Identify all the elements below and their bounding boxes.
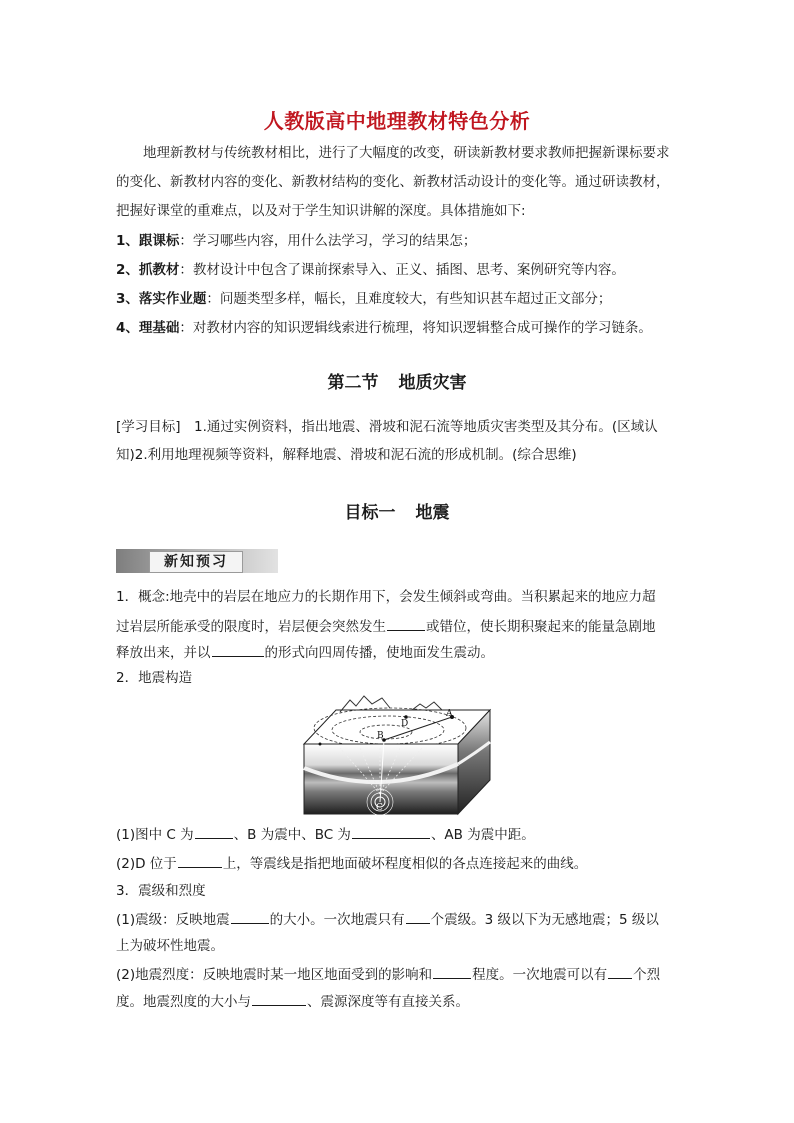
goal-number: 目标一: [344, 503, 396, 523]
answer-blank[interactable]: [231, 909, 269, 924]
text-segment: 度。地震烈度的大小与: [116, 994, 251, 1010]
earthquake-structure-figure: [300, 690, 496, 818]
q2-heading: 2．地震构造: [116, 670, 193, 686]
answer-blank[interactable]: [252, 991, 306, 1006]
text-segment: 程度。一次地震可以有: [472, 967, 608, 983]
measure-text: ：学习哪些内容，用什么法学习，学习的结果怎；: [179, 233, 477, 249]
measure-item: [116, 318, 686, 338]
q1-line-2: [116, 616, 686, 637]
q3-1-line-2: 上为破坏性地震。: [116, 938, 224, 954]
earthquake-diagram: [300, 690, 496, 818]
text-segment: (2)D 位于: [116, 856, 177, 872]
q2-1-line: [116, 824, 686, 845]
measure-label: 1、跟课标: [116, 233, 180, 249]
label-B: B: [377, 731, 384, 741]
q3-2-line-2: [116, 991, 686, 1012]
answer-blank[interactable]: [406, 909, 430, 924]
answer-blank[interactable]: [212, 642, 264, 657]
answer-blank[interactable]: [195, 824, 233, 839]
section-heading: [0, 368, 794, 393]
q3-1-line-1: [116, 909, 686, 930]
page-title: 人教版高中地理教材特色分析: [263, 109, 531, 133]
measure-text: ：教材设计中包含了课前探索导入、正义、插图、思考、案例研究等内容。: [179, 262, 625, 278]
label-A: A: [446, 709, 453, 719]
label-C: C: [376, 803, 383, 813]
text-segment: 释放出来，并以: [116, 645, 211, 661]
text-segment: 、AB 为震中距。: [430, 827, 535, 843]
answer-blank[interactable]: [178, 853, 222, 868]
preview-banner: [116, 549, 278, 573]
text-segment: 、震源深度等有直接关系。: [307, 994, 469, 1010]
measure-label: 2、抓教材: [116, 262, 180, 278]
measure-item: [116, 289, 686, 309]
text-segment: (1)图中 C 为: [116, 827, 194, 843]
learning-objectives: [学习目标] 1.通过实例资料，指出地震、滑坡和泥石流等地质灾害类型及其分布。(区域认知)2.利用地理视频等资料，解释地震、滑坡和泥石流的形成机制。(综合思维): [116, 419, 658, 463]
text-segment: 上，等震线是指把地面破坏程度相似的各点连接起来的曲线。: [222, 856, 588, 872]
goal-title: 地震: [415, 503, 450, 523]
q3-heading: 3．震级和烈度: [116, 883, 206, 899]
text-segment: 、B 为震中、BC 为: [233, 827, 351, 843]
measure-item: [116, 231, 686, 251]
label-D: D: [401, 719, 409, 729]
text-segment: (2)地震烈度：反映地震时某一地区地面受到的影响和: [116, 967, 433, 983]
answer-blank[interactable]: [608, 964, 632, 979]
text-segment: (1)震级：反映地震: [116, 912, 230, 928]
answer-blank[interactable]: [433, 964, 471, 979]
q1-line-1: 1．概念:地壳中的岩层在地应力的长期作用下，会发生倾斜或弯曲。当积累起来的地应力超: [116, 589, 656, 605]
text-segment: 过岩层所能承受的限度时，岩层便会突然发生: [116, 619, 386, 635]
q3-2-line-1: [116, 964, 686, 985]
q1-line-3: [116, 642, 686, 663]
text-segment: 个震级。3 级以下为无感地震；5 级以: [430, 912, 659, 928]
measure-text: ：问题类型多样，幅长，且难度较大，有些知识甚车超过正文部分；: [206, 291, 612, 307]
goal-heading: [0, 498, 794, 523]
intro-paragraph: 地理新教材与传统教材相比，进行了大幅度的改变，研读新教材要求教师把握新课标要求的变化、新教材内容的变化、新教材结构的变化、新教材活动设计的变化等。通过研读教材，把握好课堂的重难点，以及对于学生知识讲解的深度。具体措施如下:: [116, 145, 670, 219]
banner-label: 新知预习: [149, 551, 243, 573]
measure-label: 4、理基础: [116, 320, 180, 336]
q2-2-line: [116, 853, 686, 874]
text-segment: 的大小。一次地震只有: [269, 912, 405, 928]
text-segment: 个烈: [633, 967, 661, 983]
text-segment: 或错位，使长期积聚起来的能量急剧地: [426, 619, 656, 635]
text-segment: 的形式向四周传播，使地面发生震动。: [264, 645, 494, 661]
answer-blank[interactable]: [387, 616, 425, 631]
measure-item: [116, 260, 686, 280]
answer-blank[interactable]: [352, 824, 430, 839]
measure-label: 3、落实作业题: [116, 291, 207, 307]
measure-text: ：对教材内容的知识逻辑线索进行梳理，将知识逻辑整合成可操作的学习链条。: [179, 320, 652, 336]
section-title: 地质灾害: [398, 373, 467, 393]
section-number: 第二节: [327, 373, 379, 393]
